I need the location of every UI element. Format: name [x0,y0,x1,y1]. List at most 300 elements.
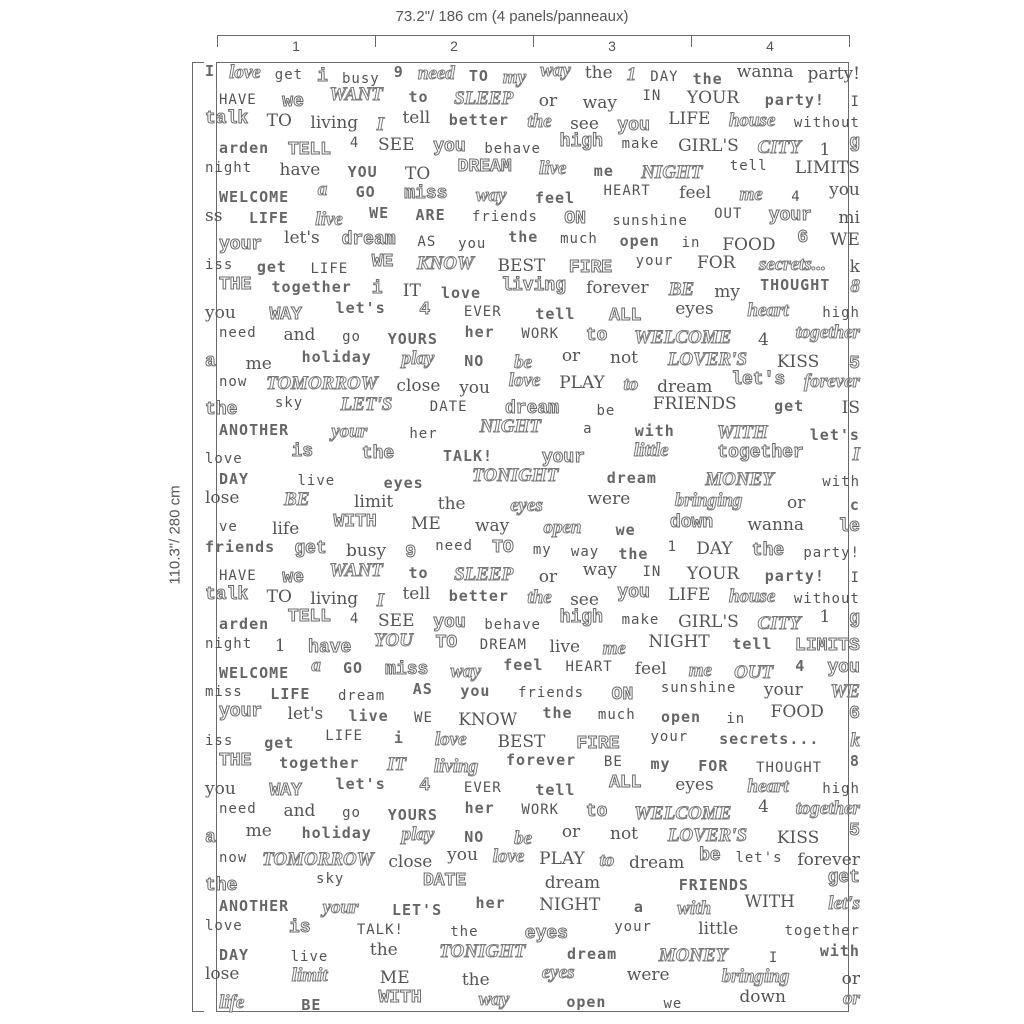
pattern-word: my [650,754,671,773]
pattern-word: LIMITS [795,635,860,656]
pattern-word: holiday [301,823,372,842]
pattern-word: WE [414,710,433,727]
pattern-word: 1 [626,63,637,85]
pattern-word: PLAY [559,372,605,393]
pattern-word: THE [219,750,252,771]
pattern-word: way [582,559,617,580]
pattern-word: I [850,569,860,586]
pattern-word: YOU [347,162,378,181]
pattern-word: I [768,949,779,966]
pattern-word: you [433,613,466,634]
pattern-word: and [283,325,316,346]
pattern-word: MONEY [705,468,774,490]
pattern-word: BE [668,278,695,300]
pattern-word: AS [417,234,437,251]
pattern-word: let's [731,369,786,390]
pattern-row [205,228,860,256]
pattern-word: 4 [419,776,431,797]
pattern-word: AS [412,680,433,699]
pattern-word: SEE [378,135,415,156]
pattern-word: EVER [463,304,502,321]
pattern-row [205,962,860,991]
pattern-word: YOURS [387,330,438,349]
pattern-word: be [699,845,721,866]
pattern-word: 6 [849,704,860,725]
pattern-word: and [283,801,316,822]
pattern-word: heart [747,300,789,322]
pattern-word: or [843,988,860,1010]
pattern-word: live [539,157,567,179]
pattern-word: TO [405,163,431,184]
pattern-word: SEE [378,611,415,632]
pattern-word: you [205,779,236,800]
pattern-word: get [827,868,860,889]
pattern-word: your [768,206,812,227]
pattern-word: a [205,827,216,848]
pattern-word: the [618,544,649,563]
word-pattern [205,59,860,1015]
pattern-row [205,464,860,492]
pattern-word: NO [464,351,485,370]
pattern-word: much [560,231,598,248]
pattern-word: go [342,329,361,346]
pattern-word: a [583,421,593,438]
pattern-word: little [633,439,669,461]
pattern-word: BEST [497,731,546,752]
pattern-word: you [205,303,236,324]
pattern-word: DAY [650,68,679,85]
pattern-word: WE [369,204,390,223]
pattern-word: tell [535,305,576,324]
pattern-word: have [279,159,321,180]
pattern-word: you [617,583,650,604]
pattern-word: party! [764,90,825,109]
pattern-word: party! [803,544,860,561]
pattern-row [205,728,860,752]
pattern-word: bringing [721,966,790,988]
pattern-word: limit [353,492,394,513]
pattern-word: or [538,90,558,111]
pattern-word: TO [266,587,292,608]
pattern-word: to [585,802,608,823]
pattern-row [205,702,860,731]
pattern-word: night [205,635,253,652]
pattern-word: arden [219,139,270,158]
pattern-word: get [264,733,295,752]
pattern-word: in [681,235,701,252]
pattern-word: forever [505,750,577,769]
pattern-word: we [282,91,304,112]
pattern-word: IN [642,87,662,104]
height-ruler-tick-top [192,62,204,63]
pattern-row [205,538,860,562]
pattern-word: have [308,637,352,658]
pattern-word: need [435,537,473,554]
pattern-word: FRIENDS [678,876,749,895]
pattern-word: BEST [497,255,546,276]
pattern-word: or [561,821,581,842]
pattern-word: WITH [716,422,768,444]
pattern-word: LIFE [248,209,289,228]
pattern-word: way [582,92,617,113]
pattern-row [205,629,860,659]
pattern-word: eyes [541,962,575,984]
pattern-word: living [501,275,567,296]
pattern-word: let's [335,299,386,318]
pattern-word: FOR [698,756,729,775]
pattern-row [205,274,860,302]
pattern-word: ME [379,968,410,989]
pattern-word: with [822,473,860,490]
pattern-word: together [795,322,860,344]
pattern-word: k [850,729,860,751]
pattern-row [205,583,860,612]
pattern-word: with [819,941,860,960]
pattern-word: 1 [819,607,831,628]
pattern-word: ON [611,685,634,706]
pattern-row [205,680,860,704]
pattern-word: HEART [603,182,651,199]
pattern-word: party! [807,63,860,84]
pattern-word: you [617,116,650,137]
pattern-word: is [291,441,314,462]
pattern-word: get [274,66,304,83]
pattern-word: HAVE [219,91,257,108]
pattern-word: open [619,232,660,251]
pattern-word: the [205,876,238,897]
pattern-word: you [447,844,478,865]
wallpaper-panel-frame [205,59,860,1015]
pattern-word: live [290,948,329,965]
pattern-word: talk [205,109,249,130]
pattern-word: I [852,443,860,465]
pattern-word: WELCOME [634,803,732,825]
pattern-word: with [677,898,712,920]
pattern-word: be [596,403,616,420]
pattern-word: without [793,115,860,132]
pattern-word: IT [402,280,421,301]
pattern-word: you [827,657,860,678]
pattern-word: SLEEP [454,87,514,109]
pattern-word: feel [534,188,576,207]
pattern-word: busy [341,70,380,87]
pattern-word: love [205,917,243,934]
pattern-word: TOMORROW [266,372,378,394]
pattern-word: to [599,849,615,871]
pattern-word: IT [387,753,407,775]
pattern-word: WELCOME [219,187,290,206]
pattern-word: lose [205,488,240,509]
pattern-word: IS [841,398,860,419]
pattern-word: mi [838,208,860,229]
pattern-word: LIFE [325,727,363,744]
pattern-word: her [409,426,438,443]
pattern-row [205,158,860,182]
pattern-word: high [559,132,603,153]
pattern-word: EVER [463,780,502,797]
pattern-word: ME [410,514,441,535]
pattern-word: friends [471,209,538,226]
pattern-word: forever [797,849,860,870]
panel-number-2: 2 [450,38,458,54]
pattern-row [205,918,860,942]
pattern-word: let's [287,704,324,725]
pattern-word: LOVER'S [667,348,748,370]
pattern-word: LIFE [668,109,711,130]
pattern-word: KISS [776,827,820,848]
pattern-word: I [205,61,216,80]
pattern-word: KNOW [458,710,518,731]
pattern-word: with [634,422,675,441]
pattern-word: get [774,397,805,416]
pattern-word: together [717,442,804,463]
pattern-row [205,752,860,776]
pattern-word: is [288,917,311,938]
pattern-word: KISS [776,351,820,372]
pattern-word: or [561,345,581,366]
pattern-word: i [393,728,404,747]
pattern-word: 6 [797,228,809,249]
pattern-word: get [294,538,327,559]
pattern-word: the [450,923,479,940]
pattern-word: MONEY [658,944,728,966]
pattern-word: WANT [329,559,383,581]
pattern-word: or [538,566,558,587]
pattern-word: in [726,711,746,728]
pattern-word: miss [404,183,448,204]
pattern-word: tell [402,108,431,129]
pattern-word: love [434,728,467,750]
pattern-word: to [408,87,429,106]
pattern-word: wanna [736,61,794,82]
pattern-word: you [433,137,466,158]
pattern-word: high [822,305,860,322]
pattern-word: ARE [415,206,446,225]
width-ruler-tick [849,35,850,47]
pattern-word: live [297,472,336,489]
pattern-word: the [205,400,238,421]
pattern-word: NIGHT [539,895,601,916]
pattern-row [205,514,860,538]
pattern-word: HEART [565,658,613,675]
pattern-word: to [585,326,608,347]
pattern-word: lose [205,964,240,985]
pattern-word: THE [219,274,252,295]
pattern-row [205,345,860,374]
pattern-word: open [566,993,607,1012]
pattern-word: behave [484,141,541,158]
pattern-word: her [464,799,495,818]
pattern-word: WE [830,681,860,703]
pattern-word: we [663,996,683,1013]
pattern-word: me [245,353,272,374]
pattern-word: house [728,110,776,132]
pattern-word: TELL [287,140,332,161]
pattern-word: the [527,111,552,133]
pattern-word: DREAM [479,636,527,653]
pattern-word: need [219,801,257,818]
pattern-word: CITY [757,613,801,635]
pattern-word: OUT [714,206,743,223]
pattern-word: FOOD [722,235,776,256]
pattern-word: I [376,590,385,612]
pattern-word: me [739,183,763,205]
pattern-word: together [279,753,360,772]
pattern-word: BE [284,489,310,511]
pattern-word: THOUGHT [760,275,831,294]
pattern-word: SLEEP [454,563,514,585]
pattern-word: KNOW [416,252,474,274]
pattern-word: le [838,517,860,538]
pattern-word: ALL [609,773,642,794]
pattern-word: life [272,519,300,540]
pattern-word: NIGHT [641,161,703,183]
pattern-word: let's [735,849,783,866]
pattern-word: we [282,567,304,588]
pattern-word: you [829,179,860,200]
pattern-word: your [763,680,803,701]
pattern-word: LIFE [270,685,311,704]
pattern-word: LET'S [391,901,443,920]
pattern-word: DAY [219,469,250,488]
pattern-word: BE [603,753,623,770]
pattern-word: 1 [667,538,678,555]
pattern-word: 4 [758,797,769,818]
pattern-word: were [626,965,670,986]
pattern-word: eyes [383,473,424,492]
pattern-word: let's [809,426,860,445]
pattern-word: iss [205,256,234,273]
pattern-word: the [692,69,723,88]
pattern-word: together [795,798,860,820]
pattern-row [205,108,860,137]
pattern-word: your [219,235,263,256]
pattern-word: not [610,823,639,844]
pattern-word: live [549,636,581,657]
pattern-word: down [739,987,787,1008]
pattern-word: the [751,540,785,561]
pattern-word: dream [657,376,713,397]
pattern-word: together [784,922,860,939]
pattern-word: your [541,447,586,468]
pattern-word: WITH [744,892,795,913]
pattern-word: BE [301,996,322,1015]
pattern-word: feel [679,182,712,203]
pattern-word: TALK! [356,921,404,938]
pattern-word: OUT [734,661,774,683]
pattern-word: WITH [333,512,377,533]
pattern-word: your [650,728,689,745]
pattern-row [205,894,860,918]
pattern-word: not [610,347,639,368]
pattern-word: TOMORROW [262,848,374,870]
pattern-word: 8 [849,751,860,770]
pattern-word: or [786,493,806,514]
pattern-word: now [219,373,248,390]
pattern-word: dream [504,399,559,420]
pattern-word: now [219,849,248,866]
pattern-word: holiday [301,347,372,366]
pattern-word: bringing [674,490,743,512]
pattern-word: c [849,496,860,515]
pattern-word: a [311,654,321,676]
pattern-row [205,369,860,398]
pattern-word: miss [205,684,243,701]
pattern-row [205,178,860,207]
pattern-word: IN [642,563,662,580]
pattern-word: let's [284,228,320,249]
pattern-word: g [849,133,860,154]
pattern-row [205,799,860,823]
pattern-word: 4 [349,611,360,628]
pattern-word: dream [567,944,618,963]
pattern-word: NIGHT [479,416,542,438]
pattern-word: make [621,612,660,629]
pattern-word: get [256,257,287,276]
pattern-word: high [559,608,603,629]
pattern-word: make [621,136,660,153]
pattern-word: GO [355,182,376,201]
pattern-word: TONIGHT [472,464,559,486]
pattern-word: night [205,159,253,176]
pattern-word: arden [219,615,270,634]
pattern-word: FOOD [770,702,824,723]
pattern-word: me [593,161,614,180]
pattern-word: love [229,61,261,83]
pattern-word: my [714,281,740,302]
pattern-row [205,989,860,1013]
pattern-word: way [478,989,510,1011]
pattern-word: 1 [819,140,831,161]
pattern-word: better [448,587,509,606]
pattern-word: we [615,521,636,540]
pattern-word: TO [468,66,489,85]
pattern-word: love [508,369,541,391]
pattern-word: way [475,184,507,206]
pattern-word: ON [564,209,586,230]
pattern-word: your [614,918,652,935]
pattern-word: me [245,820,272,841]
pattern-word: close [388,851,433,872]
pattern-word: the [437,494,466,515]
pattern-word: me [688,659,712,681]
pattern-word: better [448,111,509,130]
pattern-row [205,773,860,802]
pattern-word: without [793,591,860,608]
pattern-row [205,299,860,327]
pattern-word: dream [606,468,657,487]
pattern-word: secrets... [759,253,827,275]
pattern-word: ve [219,519,238,536]
pattern-word: limit [291,965,328,987]
pattern-row [205,416,860,445]
pattern-word: DREAM [457,156,512,177]
pattern-word: high [822,781,860,798]
pattern-word: let's [335,775,386,794]
pattern-word: way [450,660,482,682]
pattern-word: live [348,707,389,726]
pattern-word: to [623,373,639,395]
pattern-word: g [849,609,860,630]
pattern-word: talk [205,585,249,606]
pattern-word: eyes [510,495,543,517]
pattern-word: you [460,682,491,701]
pattern-word: DATE [429,399,468,416]
pattern-word: open [660,708,702,727]
pattern-word: let's [828,893,860,915]
pattern-word: TELL [287,607,332,628]
pattern-word: busy [345,540,387,561]
